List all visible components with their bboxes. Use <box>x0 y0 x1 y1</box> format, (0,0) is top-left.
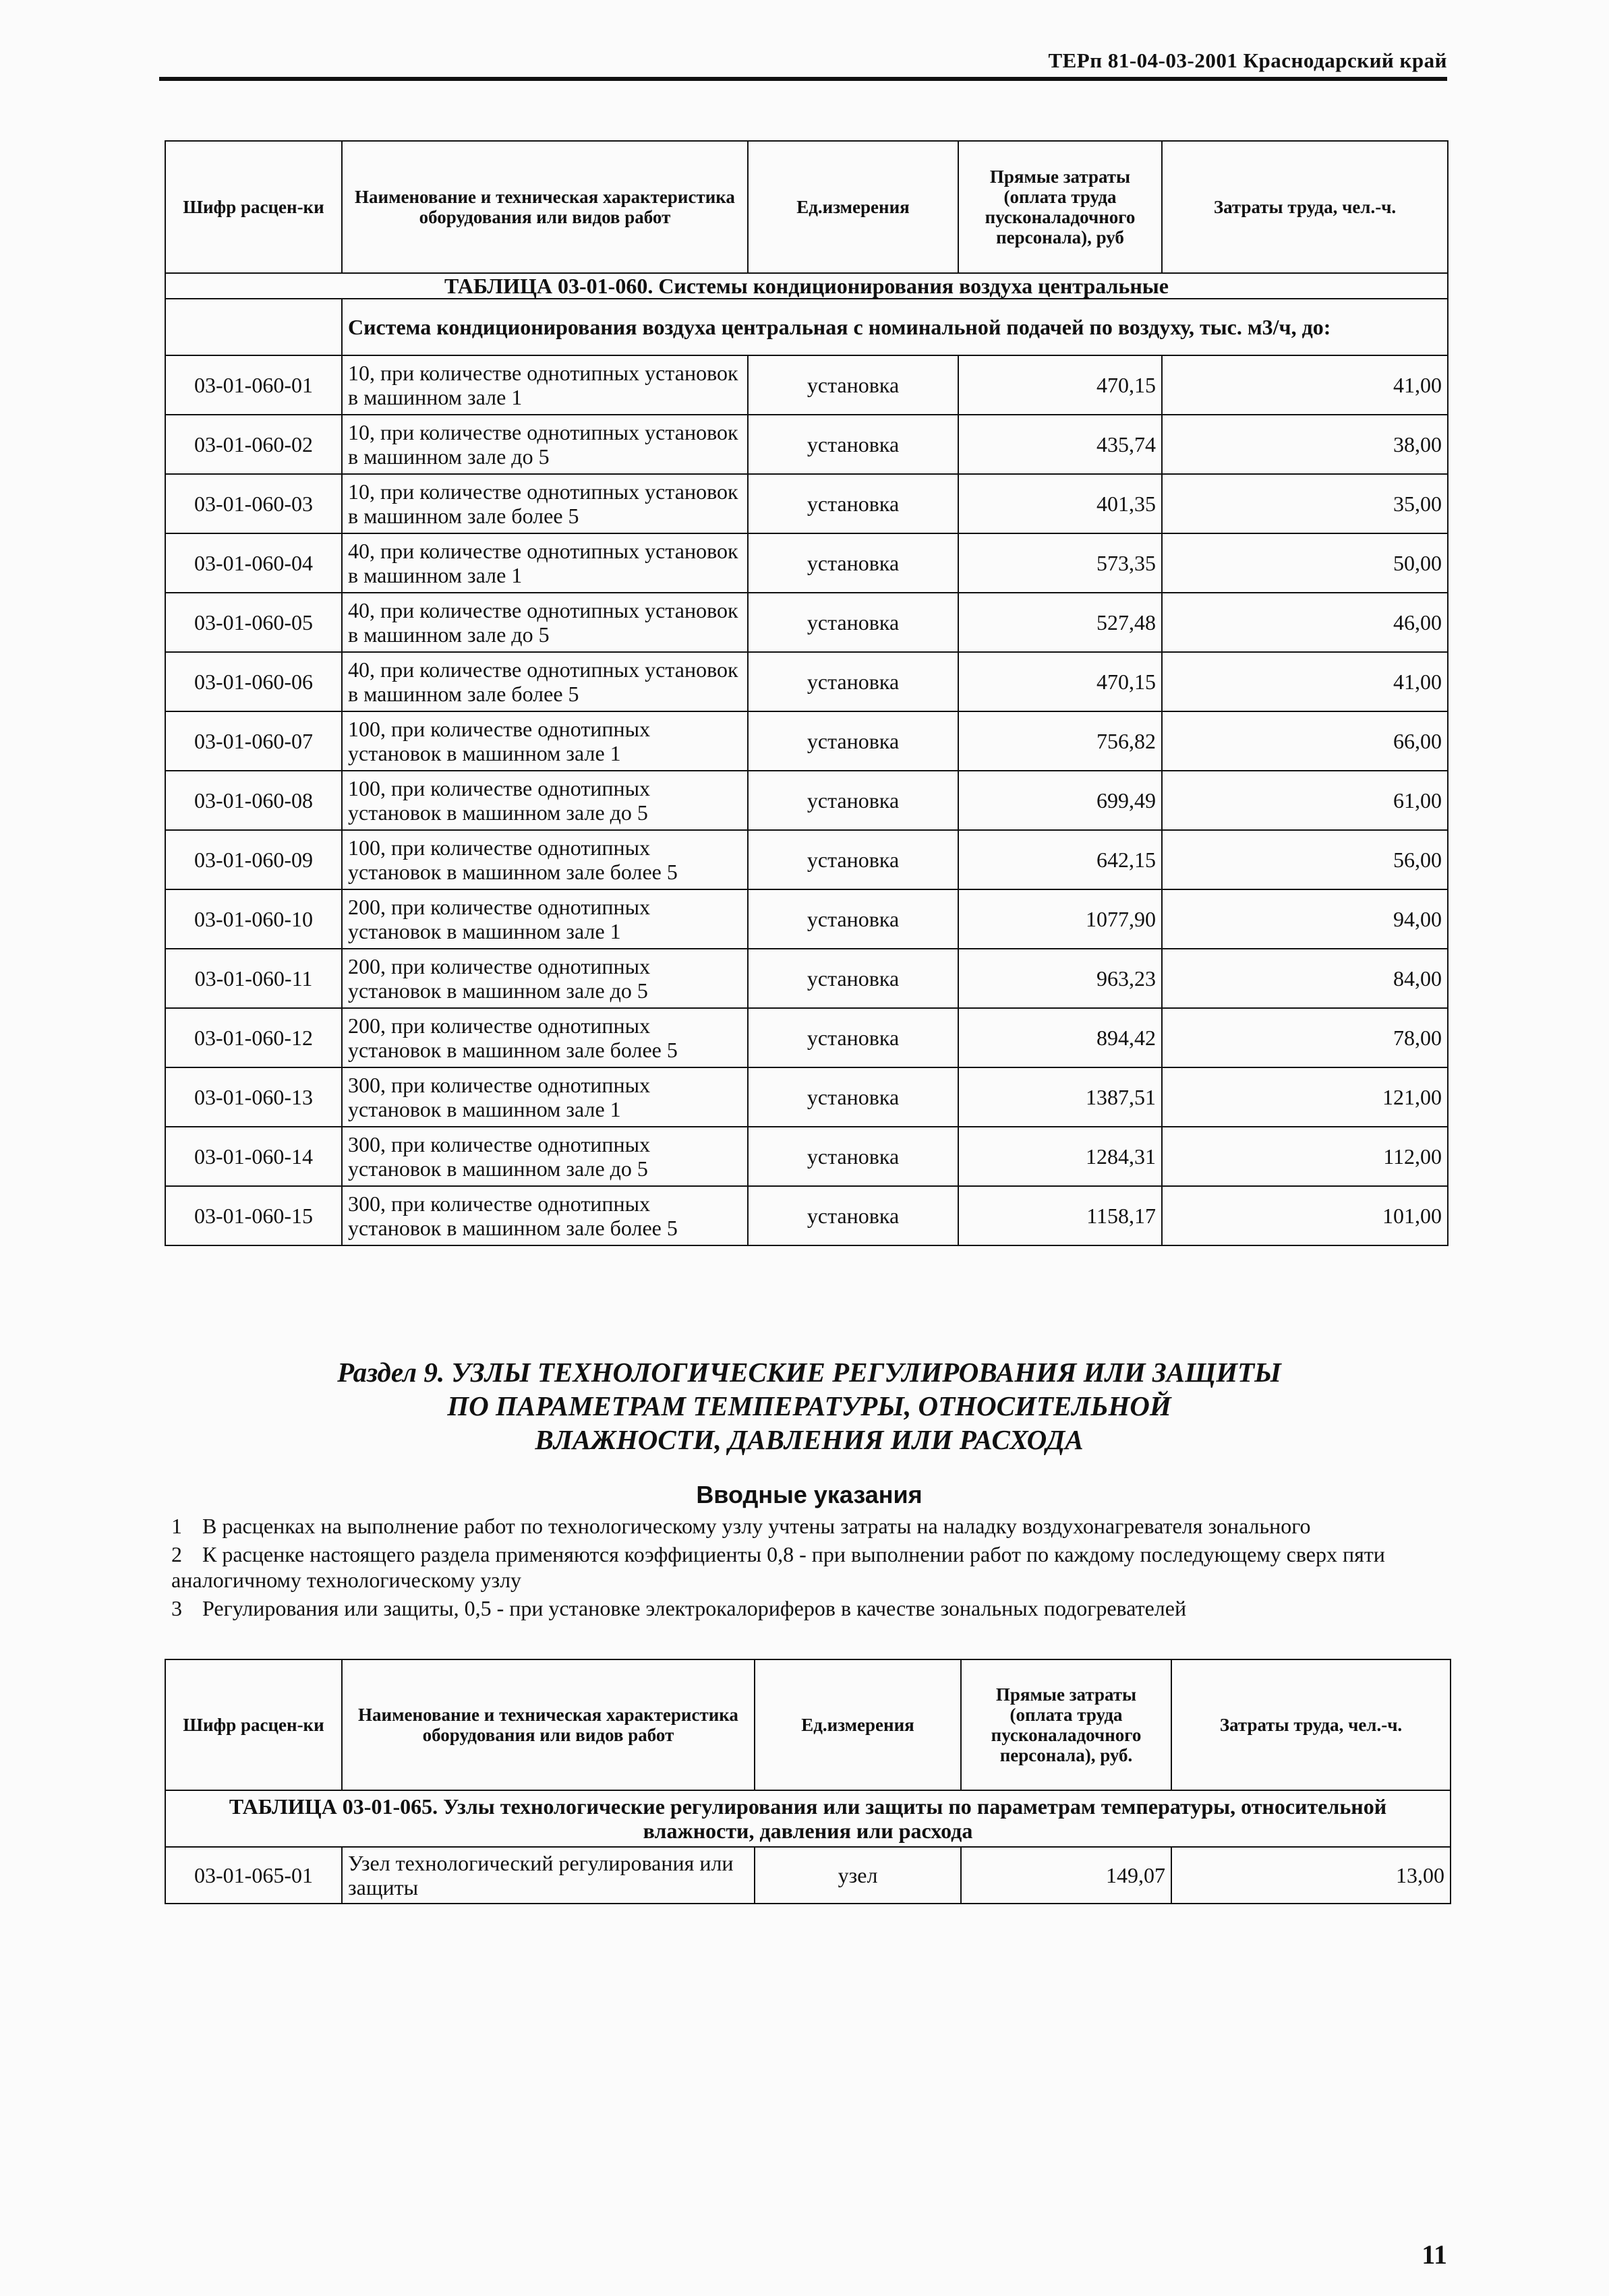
header-unit: Ед.измерения <box>748 141 958 273</box>
header-name: Наименование и техническая характеристика оборудования или видов работ <box>342 1659 755 1790</box>
table-row <box>165 415 1448 474</box>
table-row <box>165 949 1448 1008</box>
rate-code: 03-01-065-01 <box>165 1847 342 1904</box>
work-name: 10, при количестве однотипных установок в машинном зале более 5 <box>342 474 748 533</box>
table-header-row <box>165 1659 1451 1790</box>
table-row <box>165 533 1448 593</box>
unit-of-measure: установка <box>748 889 958 949</box>
table-header-row <box>165 141 1448 273</box>
rate-code: 03-01-060-07 <box>165 711 342 771</box>
rate-code: 03-01-060-06 <box>165 652 342 711</box>
direct-cost: 435,74 <box>958 415 1162 474</box>
work-name: 300, при количестве однотипных установок в машинном зале до 5 <box>342 1127 748 1186</box>
unit-of-measure: установка <box>748 415 958 474</box>
header-cost: Прямые затраты (оплата труда пусконаладочного персонала), руб <box>958 141 1162 273</box>
unit-of-measure: установка <box>748 474 958 533</box>
table-row <box>165 771 1448 830</box>
labor-cost: 84,00 <box>1162 949 1448 1008</box>
header-cost: Прямые затраты (оплата труда пусконаладочного персонала), руб. <box>961 1659 1171 1790</box>
labor-cost: 94,00 <box>1162 889 1448 949</box>
labor-cost: 61,00 <box>1162 771 1448 830</box>
intro-title: Вводные указания <box>696 1481 923 1508</box>
rate-code: 03-01-060-02 <box>165 415 342 474</box>
work-name: 40, при количестве однотипных установок в машинном зале более 5 <box>342 652 748 711</box>
rate-code: 03-01-060-13 <box>165 1067 342 1127</box>
unit-of-measure: установка <box>748 830 958 889</box>
direct-cost: 470,15 <box>958 652 1162 711</box>
unit-of-measure: установка <box>748 533 958 593</box>
labor-cost: 101,00 <box>1162 1186 1448 1245</box>
table-row <box>165 1008 1448 1067</box>
section-title-line: Раздел 9. УЗЛЫ ТЕХНОЛОГИЧЕСКИЕ РЕГУЛИРОВАНИЯ ИЛИ ЗАЩИТЫ <box>337 1357 1281 1388</box>
note-item <box>171 1513 1432 1539</box>
unit-of-measure: установка <box>748 593 958 652</box>
table-row <box>165 1186 1448 1245</box>
unit-of-measure: установка <box>748 355 958 415</box>
work-name: 100, при количестве однотипных установок в машинном зале до 5 <box>342 771 748 830</box>
header-code: Шифр расцен-ки <box>165 1659 342 1790</box>
work-name: 200, при количестве однотипных установок в машинном зале 1 <box>342 889 748 949</box>
page-number: 11 <box>1422 2239 1447 2270</box>
work-name: 10, при количестве однотипных установок в машинном зале до 5 <box>342 415 748 474</box>
table-row <box>165 1127 1448 1186</box>
header-labor: Затраты труда, чел.-ч. <box>1162 141 1448 273</box>
note-item <box>171 1541 1432 1593</box>
header-code: Шифр расцен-ки <box>165 141 342 273</box>
table-row <box>165 1067 1448 1127</box>
work-name: 300, при количестве однотипных установок в машинном зале более 5 <box>342 1186 748 1245</box>
rate-code: 03-01-060-01 <box>165 355 342 415</box>
section-title-line: ВЛАЖНОСТИ, ДАВЛЕНИЯ ИЛИ РАСХОДА <box>535 1424 1084 1455</box>
work-name: 100, при количестве однотипных установок в машинном зале 1 <box>342 711 748 771</box>
note-item <box>171 1595 1432 1621</box>
labor-cost: 41,00 <box>1162 355 1448 415</box>
rate-code: 03-01-060-14 <box>165 1127 342 1186</box>
work-name: 40, при количестве однотипных установок в машинном зале 1 <box>342 533 748 593</box>
note-number: 2 <box>171 1542 182 1566</box>
direct-cost: 527,48 <box>958 593 1162 652</box>
note-text: Регулирования или защиты, 0,5 - при установке электрокалориферов в качестве зональных подогревателей <box>202 1596 1187 1620</box>
table-row <box>165 830 1448 889</box>
unit-of-measure: установка <box>748 652 958 711</box>
work-name: 200, при количестве однотипных установок в машинном зале более 5 <box>342 1008 748 1067</box>
direct-cost: 1077,90 <box>958 889 1162 949</box>
rate-code: 03-01-060-03 <box>165 474 342 533</box>
direct-cost: 963,23 <box>958 949 1162 1008</box>
direct-cost: 401,35 <box>958 474 1162 533</box>
labor-cost: 35,00 <box>1162 474 1448 533</box>
table-row <box>165 593 1448 652</box>
header-unit: Ед.измерения <box>755 1659 961 1790</box>
direct-cost: 894,42 <box>958 1008 1162 1067</box>
labor-cost: 121,00 <box>1162 1067 1448 1127</box>
table-row <box>165 474 1448 533</box>
rate-code: 03-01-060-04 <box>165 533 342 593</box>
table-caption: ТАБЛИЦА 03-01-060. Системы кондиционирования воздуха центральные <box>165 273 1448 299</box>
labor-cost: 41,00 <box>1162 652 1448 711</box>
note-number: 3 <box>171 1596 182 1620</box>
table-row <box>165 355 1448 415</box>
table-row <box>165 711 1448 771</box>
empty-cell <box>165 299 342 355</box>
section-title-line: ПО ПАРАМЕТРАМ ТЕМПЕРАТУРЫ, ОТНОСИТЕЛЬНОЙ <box>447 1390 1171 1421</box>
header-name: Наименование и техническая характеристика оборудования или видов работ <box>342 141 748 273</box>
intro-notes <box>171 1513 1432 1624</box>
labor-cost: 112,00 <box>1162 1127 1448 1186</box>
unit-of-measure: узел <box>755 1847 961 1904</box>
header-rule <box>159 77 1447 81</box>
direct-cost: 1158,17 <box>958 1186 1162 1245</box>
unit-of-measure: установка <box>748 1127 958 1186</box>
table-subcaption: Система кондиционирования воздуха центральная с номинальной подачей по воздуху, тыс. м3/ч, до: <box>342 299 1448 355</box>
unit-of-measure: установка <box>748 711 958 771</box>
direct-cost: 1284,31 <box>958 1127 1162 1186</box>
rate-code: 03-01-060-12 <box>165 1008 342 1067</box>
rate-code: 03-01-060-11 <box>165 949 342 1008</box>
section-title <box>202 1355 1416 1456</box>
labor-cost: 46,00 <box>1162 593 1448 652</box>
document-header-title: ТЕРп 81-04-03-2001 Краснодарский край <box>1048 49 1447 72</box>
rates-table-03-01-060 <box>165 140 1449 1246</box>
unit-of-measure: установка <box>748 949 958 1008</box>
table-row <box>165 652 1448 711</box>
labor-cost: 78,00 <box>1162 1008 1448 1067</box>
work-name: 300, при количестве однотипных установок в машинном зале 1 <box>342 1067 748 1127</box>
work-name: 40, при количестве однотипных установок в машинном зале до 5 <box>342 593 748 652</box>
work-name: Узел технологический регулирования или защиты <box>342 1847 755 1904</box>
labor-cost: 50,00 <box>1162 533 1448 593</box>
table-row <box>165 1847 1451 1904</box>
unit-of-measure: установка <box>748 1008 958 1067</box>
direct-cost: 642,15 <box>958 830 1162 889</box>
labor-cost: 56,00 <box>1162 830 1448 889</box>
rate-code: 03-01-060-05 <box>165 593 342 652</box>
header-labor: Затраты труда, чел.-ч. <box>1171 1659 1451 1790</box>
table-row <box>165 889 1448 949</box>
unit-of-measure: установка <box>748 771 958 830</box>
direct-cost: 149,07 <box>961 1847 1171 1904</box>
unit-of-measure: установка <box>748 1186 958 1245</box>
labor-cost: 13,00 <box>1171 1847 1451 1904</box>
direct-cost: 699,49 <box>958 771 1162 830</box>
table-caption: ТАБЛИЦА 03-01-065. Узлы технологические регулирования или защиты по параметрам температуры, относительной влажности, давления или расхода <box>165 1790 1451 1847</box>
direct-cost: 1387,51 <box>958 1067 1162 1127</box>
rate-code: 03-01-060-08 <box>165 771 342 830</box>
direct-cost: 470,15 <box>958 355 1162 415</box>
work-name: 10, при количестве однотипных установок в машинном зале 1 <box>342 355 748 415</box>
work-name: 100, при количестве однотипных установок в машинном зале более 5 <box>342 830 748 889</box>
work-name: 200, при количестве однотипных установок в машинном зале до 5 <box>342 949 748 1008</box>
direct-cost: 573,35 <box>958 533 1162 593</box>
note-text: В расценках на выполнение работ по технологическому узлу учтены затраты на наладку воздухонагревателя зонального <box>202 1514 1311 1538</box>
unit-of-measure: установка <box>748 1067 958 1127</box>
rates-table-03-01-065 <box>165 1659 1451 1904</box>
rate-code: 03-01-060-09 <box>165 830 342 889</box>
labor-cost: 38,00 <box>1162 415 1448 474</box>
note-text: К расценке настоящего раздела применяются коэффициенты 0,8 - при выполнении работ по каждому последующему сверх пяти аналогичному технологическому узлу <box>171 1542 1385 1592</box>
labor-cost: 66,00 <box>1162 711 1448 771</box>
rate-code: 03-01-060-10 <box>165 889 342 949</box>
rate-code: 03-01-060-15 <box>165 1186 342 1245</box>
direct-cost: 756,82 <box>958 711 1162 771</box>
note-number: 1 <box>171 1514 182 1538</box>
